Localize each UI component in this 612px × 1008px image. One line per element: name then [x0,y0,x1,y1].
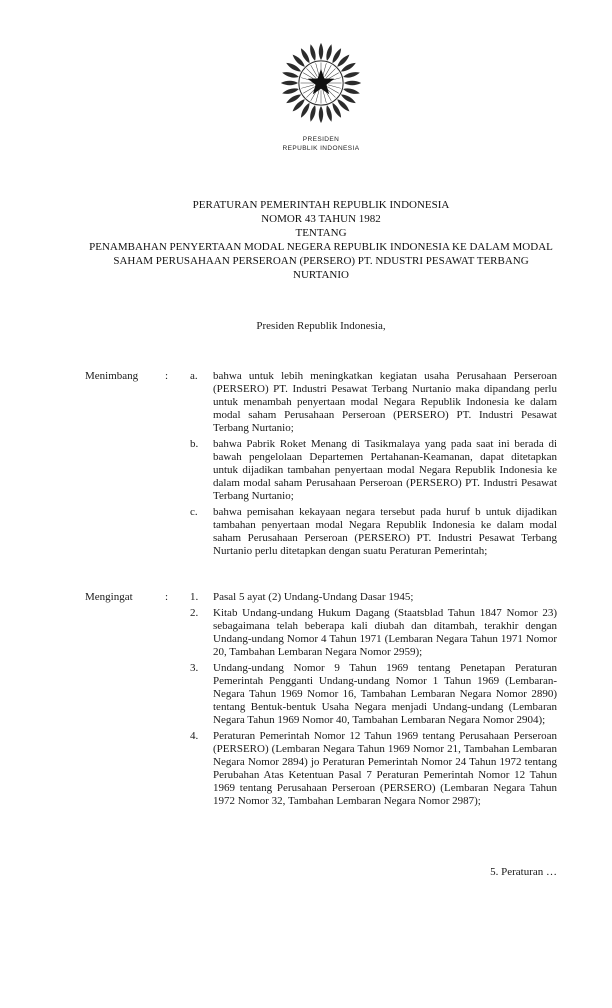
title-line-1: PERATURAN PEMERINTAH REPUBLIK INDONESIA [192,199,450,211]
title-line-3: TENTANG [295,227,347,239]
item-text: bahwa Pabrik Roket Menang di Tasikmalaya yang pada saat ini berada di bawah pengelolaan Departemen Pertahanan-Keamanan, dapat ditetapkan untuk dijadikan tambahan penyertaan modal Negara Republik Indonesia ke dalam modal saham Perusahaan Perseroan (PERSERO) PT. Industri Pesawat Terbang Nurtanio; [213,438,557,502]
item-marker: 4. [190,730,199,742]
mengingat-items [190,591,557,811]
mengingat-label: Mengingat [85,591,133,603]
list-item [190,662,557,727]
item-marker: 2. [190,607,199,619]
item-marker: c. [190,506,198,518]
item-text: Peraturan Pemerintah Nomor 12 Tahun 1969 tentang Perusahaan Perseroan (PERSERO) (Lembaran Negara Tahun 1969 Nomor 21, Tambahan Lembaran Negara Nomor 2894) jo Peraturan Pemerintah Nomor 24 Tahun 1972 tentang Perubahan Atas Ketentuan Pasal 7 Peraturan Pemerintah Nomor 12 Tahun 1969 tentang Perusahaan Perseroan (PERSERO) (Lembaran Negara Tahun 1972 Nomor 32, Tambahan Lembaran Negara Nomor 2987); [213,730,557,807]
menimbang-label: Menimbang [85,370,139,382]
item-marker: 1. [190,591,199,603]
list-item [190,730,557,808]
title-line-2: NOMOR 43 TAHUN 1982 [261,213,381,225]
document-title [85,198,557,282]
item-marker: 3. [190,662,199,674]
list-item [190,438,557,503]
item-text: Undang-undang Nomor 9 Tahun 1969 tentang Penetapan Peraturan Pemerintah Pengganti Undang-undang Nomor 1 Tahun 1969 (Lembaran-Negara Tahun 1969 Nomor 16, Tambahan Lembaran Negara Nomor 2890) tentang Bentuk-bentuk Usaha Negara menjadi Undang-undang (Lembaran Negara Tahun 1969 Nomor 40, Tambahan Lembaran Negara Nomor 2904); [213,662,557,726]
title-line-4: PENAMBAHAN PENYERTAAN MODAL NEGERA REPUBLIK INDONESIA KE DALAM MODAL SAHAM PERUSAHAAN PERSEROAN (PERSERO) PT. NDUSTRI PESAWAT TERBANG NURTANIO [89,241,553,281]
item-text: bahwa untuk lebih meningkatkan kegiatan usaha Perusahaan Perseroan (PERSERO) PT. Industri Pesawat Terbang Nurtanio maka dipandang perlu untuk menambah penyertaan modal Negara Republik Indonesia ke dalam modal saham Perusahaan Perseroan (PERSERO) PT. Industri Pesawat Terbang Nurtanio; [213,370,557,434]
letterhead-text [85,136,557,153]
item-marker: b. [190,438,199,450]
letterhead-line-republik: REPUBLIK INDONESIA [282,144,360,152]
letterhead-line-presiden: PRESIDEN [302,136,340,143]
item-text: bahwa pemisahan kekayaan negara tersebut pada huruf b untuk dijadikan tambahan penyertaan modal Negara Republik Indonesia ke dalam modal saham Perusahaan Perseroan (PERSERO) PT. Industri Pesawat Terbang Nurtanio perlu ditetapkan dengan suatu Peraturan Pemerintah; [213,506,557,557]
salutation: Presiden Republik Indonesia, [256,320,386,332]
list-item [190,370,557,435]
list-item [190,506,557,558]
item-marker: a. [190,370,198,382]
item-text: Pasal 5 ayat (2) Undang-Undang Dasar 1945; [213,591,414,603]
menimbang-separator: : [165,370,169,382]
menimbang-items [190,370,557,561]
presidential-seal-icon [280,40,362,126]
letterhead-block [85,40,557,153]
mengingat-separator: : [165,591,169,603]
mengingat-section [85,591,557,811]
item-text: Kitab Undang-undang Hukum Dagang (Staatsblad Tahun 1847 Nomor 23) sebagaimana telah beberapa kali diubah dan ditambah, terakhir dengan Undang-undang Nomor 4 Tahun 1971 (Lembaran Negara Tahun 1971 Nomor 20, Tambahan Lembaran Negara Nomor 2959); [213,607,557,658]
menimbang-section [85,370,557,561]
list-item [190,607,557,659]
page-catchword: 5. Peraturan … [490,866,557,878]
list-item [190,591,557,604]
